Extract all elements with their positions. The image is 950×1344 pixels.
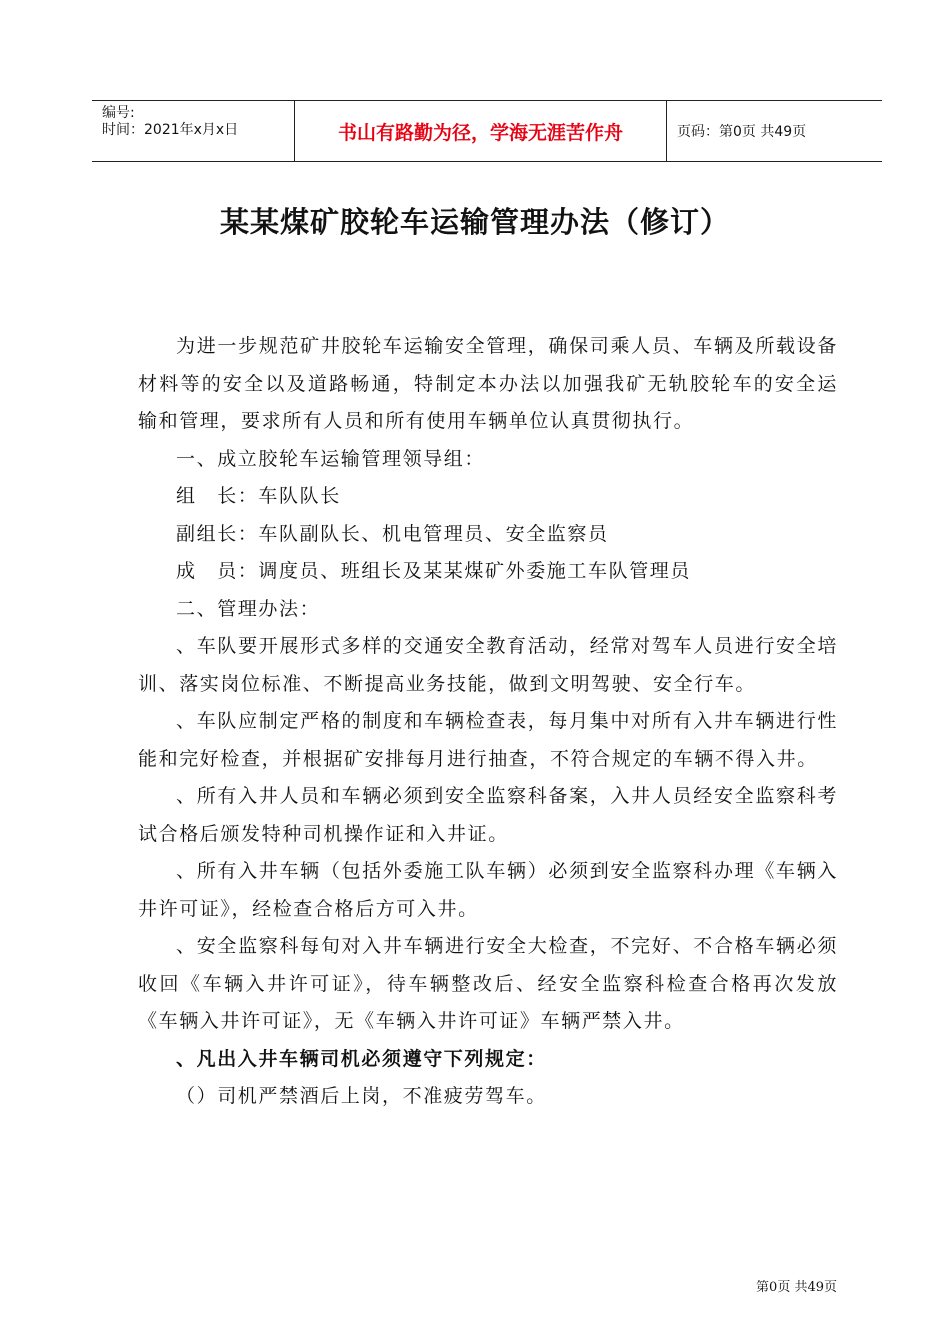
intro-paragraph: 为进一步规范矿井胶轮车运输安全管理，确保司乘人员、车辆及所载设备材料等的安全以及道路畅通，特制定本办法以加强我矿无轨胶轮车的安全运输和管理，要求所有人员和所有使用车辆单位认真贯彻执行。 — [138, 335, 838, 432]
deputy-leader-line: 副组长：车队副队长、机电管理员、安全监察员 — [176, 522, 609, 545]
rule-paragraph: 、所有入井人员和车辆必须到安全监察科备案，入井人员经安全监察科考试合格后颁发特种司机操作证和入井证。 — [138, 785, 838, 845]
section-heading: 二、管理办法： — [176, 597, 321, 620]
document-header — [92, 100, 882, 162]
group-leader-line: 组 长：车队队长 — [176, 485, 341, 507]
rule-paragraph: 、所有入井车辆（包括外委施工队车辆）必须到安全监察科办理《车辆入井许可证》，经检查合格后方可入井。 — [138, 860, 838, 920]
rule-item: （）司机严禁酒后上岗，不准疲劳驾车。 — [176, 1085, 547, 1107]
rule-paragraph: 、车队应制定严格的制度和车辆检查表，每月集中对所有入井车辆进行性能和完好检查，并根据矿安排每月进行抽查，不符合规定的车辆不得入井。 — [138, 710, 838, 770]
rule-heading: 、凡出入井车辆司机必须遵守下列规定： — [176, 1047, 547, 1070]
members-line: 成 员：调度员、班组长及某某煤矿外委施工车队管理员 — [176, 560, 692, 582]
rule-paragraph: 、安全监察科每旬对入井车辆进行安全大检查，不完好、不合格车辆必须收回《车辆入井许可证》，待车辆整改后、经安全监察科检查合格再次发放《车辆入井许可证》，无《车辆入井许可证》车辆严禁入井。 — [138, 935, 838, 1032]
page-footer: 第0页 共49页 — [756, 1280, 837, 1295]
rule-paragraph: 、车队要开展形式多样的交通安全教育活动，经常对驾车人员进行安全培训、落实岗位标准、不断提高业务技能，做到文明驾驶、安全行车。 — [138, 635, 838, 695]
page-title: 某某煤矿胶轮车运输管理办法（修订） — [219, 205, 730, 239]
number-label: 编号: — [102, 105, 135, 121]
time-label: 时间：2021年x月x日 — [102, 122, 239, 138]
header-page-number: 页码：第0页 共49页 — [677, 124, 807, 140]
header-motto: 书山有路勤为径，学海无涯苦作舟 — [294, 101, 667, 161]
document-body — [138, 328, 838, 1116]
header-meta — [92, 101, 294, 161]
section-heading: 一、成立胶轮车运输管理领导组： — [176, 447, 486, 470]
